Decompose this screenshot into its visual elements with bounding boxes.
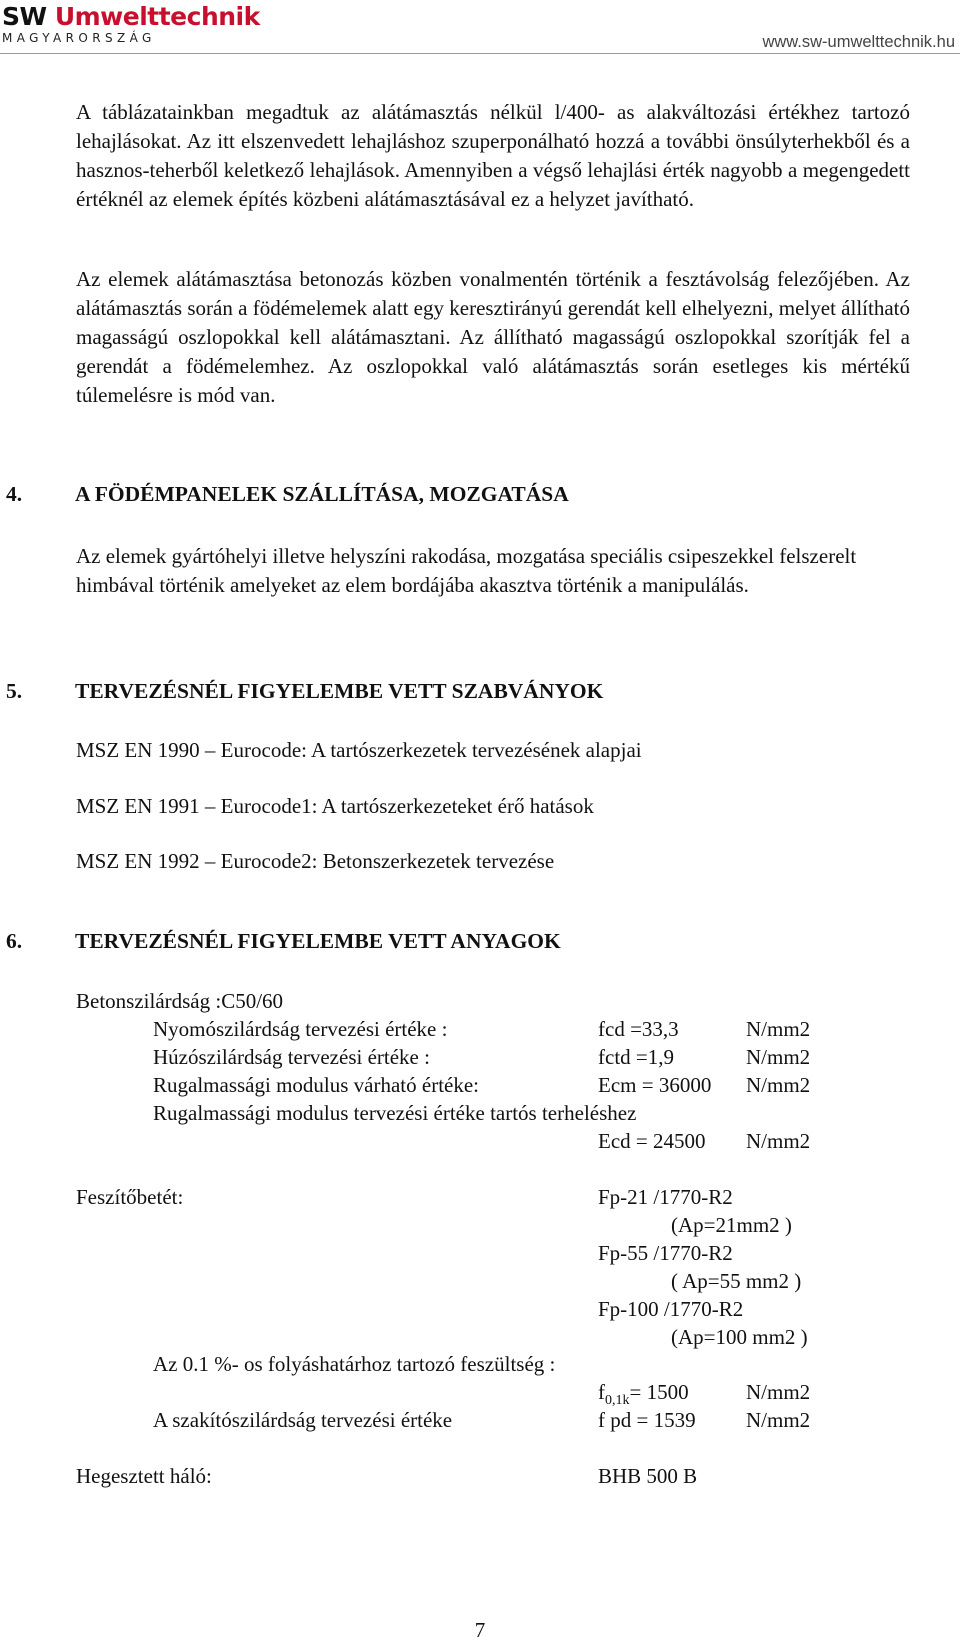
concrete-row-label: Nyomószilárdság tervezési értéke : <box>153 1017 448 1041</box>
section-6-heading <box>6 929 561 954</box>
design-modulus-unit: N/mm2 <box>746 1129 811 1153</box>
yield-stress-label: Az 0.1 %- os folyáshatárhoz tartozó feszültség : <box>153 1352 556 1376</box>
yield-stress-unit: N/mm2 <box>746 1380 811 1404</box>
concrete-row-value: fctd =1,9 <box>598 1045 674 1069</box>
yield-stress-value <box>598 1380 689 1409</box>
logo-brand-text: Umwelttechnik <box>54 2 260 31</box>
design-modulus-label: Rugalmassági modulus tervezési értéke tartós terheléshez <box>153 1101 637 1125</box>
section-4-number: 4. <box>6 482 23 506</box>
concrete-strength-title: Betonszilárdság :C50/60 <box>76 989 284 1013</box>
concrete-row-unit: N/mm2 <box>746 1073 811 1097</box>
tendon-area: ( Ap=55 mm2 ) <box>671 1269 802 1293</box>
concrete-row-value: fcd =33,3 <box>598 1017 679 1041</box>
company-logo <box>2 2 260 31</box>
tendon-type: Fp-55 /1770-R2 <box>598 1241 733 1265</box>
concrete-row-unit: N/mm2 <box>746 1045 811 1069</box>
section-4-heading <box>6 482 569 507</box>
tendon-type: Fp-21 /1770-R2 <box>598 1185 733 1209</box>
tendon-label: Feszítőbetét: <box>76 1185 184 1209</box>
concrete-row-label: Húzószilárdság tervezési értéke : <box>153 1045 430 1069</box>
tendon-area: (Ap=21mm2 ) <box>671 1213 792 1237</box>
welded-mesh-label: Hegesztett háló: <box>76 1464 212 1488</box>
section-4-title: A FÖDÉMPANELEK SZÁLLÍTÁSA, MOZGATÁSA <box>75 482 569 506</box>
design-modulus-value: Ecd = 24500 <box>598 1129 706 1153</box>
tensile-strength-unit: N/mm2 <box>746 1408 811 1432</box>
concrete-row-unit: N/mm2 <box>746 1017 811 1041</box>
section-6-number: 6. <box>6 929 23 953</box>
paragraph-support: Az elemek alátámasztása betonozás közben vonalmentén történik a fesztávolság felezőjében. Az alátámasztás során a födémelemek alatt egy keresztirányú gerendát kell elhelyezni, melyet állítható magasságú oszlopokkal kell alátámasztani. Az állítható magasságú oszlopokkal szorítják fel a gerendát a födémelemhez. Az oszlopokkal való alátámasztás során esetleges kis mértékű túlemelésre is mód van. <box>76 267 910 407</box>
tendon-area: (Ap=100 mm2 ) <box>671 1325 808 1349</box>
section-5-number: 5. <box>6 679 23 703</box>
paragraph-transport: Az elemek gyártóhelyi illetve helyszíni rakodása, mozgatása speciális csipeszekkel felszerelt himbával történik amelyeket az elem bordájába akasztva történik a manipulálás. <box>76 544 857 597</box>
standard-item: MSZ EN 1990 – Eurocode: A tartószerkezetek tervezésének alapjai <box>76 738 642 762</box>
tensile-strength-value: f pd = 1539 <box>598 1408 696 1432</box>
logo-sw-text: SW <box>2 2 47 31</box>
yield-subscript: 0,1k <box>605 1393 630 1409</box>
tendon-type: Fp-100 /1770-R2 <box>598 1297 744 1321</box>
page-number: 7 <box>474 1618 486 1642</box>
tensile-strength-label: A szakítószilárdság tervezési értéke <box>153 1408 453 1432</box>
section-5-title: TERVEZÉSNÉL FIGYELEMBE VETT SZABVÁNYOK <box>75 679 604 703</box>
concrete-row-label: Rugalmassági modulus várható értéke: <box>153 1073 480 1097</box>
yield-value: = 1500 <box>629 1380 689 1404</box>
header-divider <box>0 53 960 54</box>
standard-item: MSZ EN 1991 – Eurocode1: A tartószerkezeteket érő hatások <box>76 794 594 818</box>
standard-item: MSZ EN 1992 – Eurocode2: Betonszerkezetek tervezése <box>76 849 555 873</box>
yield-symbol: f <box>598 1380 605 1404</box>
section-5-heading <box>6 679 603 704</box>
section-6-title: TERVEZÉSNÉL FIGYELEMBE VETT ANYAGOK <box>75 929 561 953</box>
website-url: www.sw-umwelttechnik.hu <box>762 33 955 51</box>
welded-mesh-value: BHB 500 B <box>598 1464 698 1488</box>
concrete-row-value: Ecm = 36000 <box>598 1073 712 1097</box>
logo-country-text: MAGYARORSZÁG <box>2 31 156 45</box>
paragraph-deflection: A táblázatainkban megadtuk az alátámasztás nélkül l/400- as alakváltozási értékhez tartozó lehajlásokat. Az itt elszenvedett lehajláshoz szuperponálható hozzá a további önsúlyterhekből és a hasznos-teherből keletkező lehajlások. Amennyiben a végső lehajlási érték nagyobb a megengedett értéknél az elemek építés közbeni alátámasztásával ez a helyzet javítható. <box>76 100 910 211</box>
